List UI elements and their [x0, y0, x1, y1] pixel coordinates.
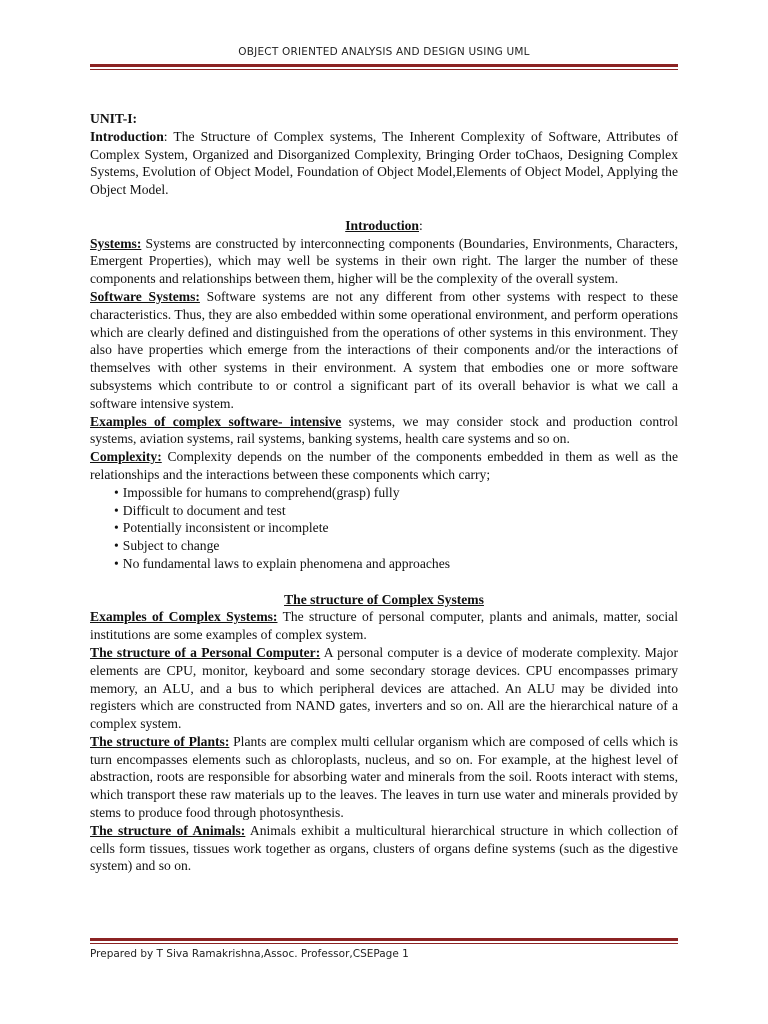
- examples-software-paragraph: Examples of complex software- intensive systems, we may consider stock and production control systems, aviation systems, rail systems, banking systems, health care systems and so on.: [90, 413, 678, 447]
- plants-structure-label: The structure of Plants:: [90, 733, 230, 749]
- examples-complex-paragraph: Examples of Complex Systems: The structure of personal computer, plants and animals, matter, social institutions are some examples of complex system.: [90, 609, 678, 643]
- introduction-heading: Introduction:: [345, 217, 423, 233]
- page-footer: Prepared by T Siva Ramakrishna,Assoc. Professor,CSEPage 1: [90, 948, 409, 960]
- complexity-bullet-list: [90, 484, 678, 573]
- unit-heading: UNIT-I:: [90, 111, 138, 126]
- structure-heading: The structure of Complex Systems: [284, 591, 484, 607]
- systems-label: Systems:: [90, 235, 142, 251]
- pc-structure-paragraph: The structure of a Personal Computer: A personal computer is a device of moderate complexity. Major elements are CPU, monitor, keyboard and some secondary storage devices. CPU encompasses primary memory, an ALU, and a bus to which peripheral devices are attached. An ALU may be divided into registers which are constructed from NAND gates, inverters and so on. All are the hierarchical nature of a complex system.: [90, 644, 678, 732]
- animals-structure-paragraph: The structure of Animals: Animals exhibit a multicultural hierarchical structure in which collection of cells form tissues, tissues work together as organs, clusters of organs define systems (such as the digestive system) and so on.: [90, 822, 679, 874]
- footer-rule: [90, 938, 678, 944]
- intro-text: : The Structure of Complex systems, The Inherent Complexity of Software, Attributes of Complex System, Organized and Disorganized Complexity, Bringing Order toChaos, Designing Complex Systems, Evolution of Object Model, Foundation of Object Model,Elements of Object Model, Applying the Object Model.: [90, 128, 678, 198]
- systems-paragraph: Systems: Systems are constructed by interconnecting components (Boundaries, Environments, Characters, Emergent Properties), which may well be systems in their own right. The larger the number of these components and relationships between them, higher will be the complexity of the overall system.: [90, 235, 678, 287]
- complexity-label: Complexity:: [90, 449, 162, 465]
- plants-structure-paragraph: The structure of Plants: Plants are complex multi cellular organism which are composed of cells which is turn encompasses elements such as chloroplasts, nucleus, and so on. For example, at the highest level of abstraction, roots are responsible for absorbing water and minerals from the soil. Roots interact with stems, which transport these raw materials up to the leaves. The leaves in turn use water and minerals provided by stems to produce food through photosynthesis.: [90, 733, 678, 821]
- bullet-item: • Subject to change: [114, 537, 678, 555]
- unit-syllabus: [90, 128, 678, 199]
- intro-label: Introduction: [90, 128, 164, 144]
- pc-structure-label: The structure of a Personal Computer:: [90, 644, 321, 660]
- complexity-paragraph: Complexity: Complexity depends on the number of the components embedded in them as well as the relationships and the interactions between these components which carry;: [90, 449, 678, 482]
- page-body: [90, 110, 678, 875]
- bullet-item: • Impossible for humans to comprehend(grasp) fully: [114, 484, 678, 502]
- examples-complex-label: Examples of Complex Systems:: [90, 609, 278, 625]
- animals-structure-label: The structure of Animals:: [90, 822, 246, 838]
- header-rule: [90, 64, 678, 70]
- bullet-item: • Difficult to document and test: [114, 502, 678, 520]
- running-header: OBJECT ORIENTED ANALYSIS AND DESIGN USING UML: [238, 46, 530, 58]
- software-systems-label: Software Systems:: [90, 288, 200, 304]
- bullet-item: • Potentially inconsistent or incomplete: [114, 519, 678, 537]
- software-systems-paragraph: Software Systems: Software systems are not any different from other systems with respect to these characteristics. Thus, they are also embedded within some operational environment, and perform operations which are clearly defined and distinguished from the operations of other systems in this environment. They also have properties which emerge from the interactions of their components and/or the interactions of themselves with other systems in their environment. A system that embodies one or more software subsystems which contribute to or control a significant part of its overall behavior is what we call a software intensive system.: [90, 288, 679, 411]
- bullet-item: • No fundamental laws to explain phenomena and approaches: [114, 555, 678, 573]
- examples-software-label: Examples of complex software- intensive: [90, 413, 342, 429]
